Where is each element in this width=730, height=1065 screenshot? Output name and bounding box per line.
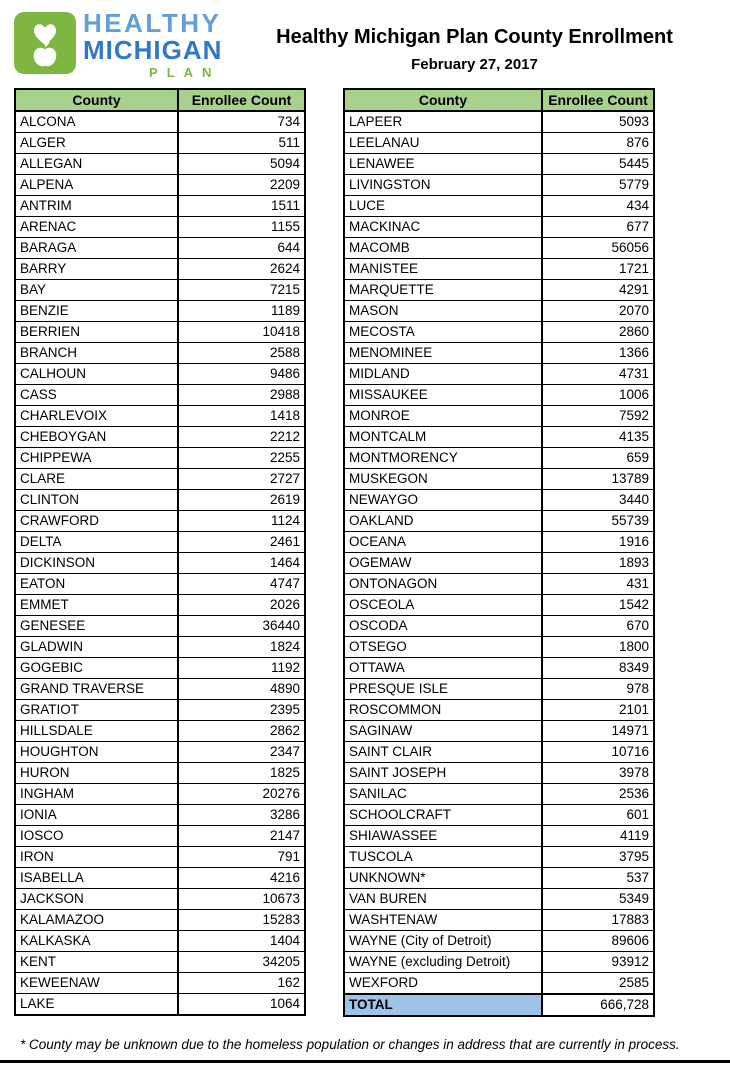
table-row	[15, 385, 305, 406]
table-row	[344, 111, 654, 133]
county-cell: IRON	[15, 847, 178, 868]
county-cell: SHIAWASSEE	[344, 826, 542, 847]
count-cell: 36440	[178, 616, 305, 637]
county-cell: ALLEGAN	[15, 154, 178, 175]
table-row	[15, 994, 305, 1016]
table-row	[344, 511, 654, 532]
count-cell: 4216	[178, 868, 305, 889]
table-row	[15, 553, 305, 574]
count-cell: 2862	[178, 721, 305, 742]
table-row	[15, 259, 305, 280]
table-row	[15, 973, 305, 994]
table-row	[15, 868, 305, 889]
count-cell: 1189	[178, 301, 305, 322]
county-cell: ALGER	[15, 133, 178, 154]
county-cell: KALAMAZOO	[15, 910, 178, 931]
county-cell: GRAND TRAVERSE	[15, 679, 178, 700]
county-table-left	[14, 88, 306, 1016]
table-row	[15, 679, 305, 700]
county-cell: ALPENA	[15, 175, 178, 196]
county-cell: LUCE	[344, 196, 542, 217]
count-cell: 2209	[178, 175, 305, 196]
table-row	[344, 931, 654, 952]
county-cell: GRATIOT	[15, 700, 178, 721]
table-row	[344, 238, 654, 259]
count-cell: 734	[178, 111, 305, 133]
county-cell: CLARE	[15, 469, 178, 490]
count-cell: 10673	[178, 889, 305, 910]
table-row	[15, 910, 305, 931]
county-cell: UNKNOWN*	[344, 868, 542, 889]
table-row	[15, 343, 305, 364]
county-cell: PRESQUE ISLE	[344, 679, 542, 700]
count-cell: 1006	[542, 385, 654, 406]
count-cell: 644	[178, 238, 305, 259]
county-cell: SAINT JOSEPH	[344, 763, 542, 784]
county-cell: MISSAUKEE	[344, 385, 542, 406]
table-row	[344, 301, 654, 322]
county-cell: CRAWFORD	[15, 511, 178, 532]
table-row	[15, 721, 305, 742]
county-cell: WEXFORD	[344, 973, 542, 995]
table-row	[15, 490, 305, 511]
table-row	[15, 889, 305, 910]
table-row	[15, 847, 305, 868]
county-cell: BERRIEN	[15, 322, 178, 343]
county-cell: TUSCOLA	[344, 847, 542, 868]
county-cell: MONTCALM	[344, 427, 542, 448]
table-row	[15, 448, 305, 469]
county-cell: WAYNE (City of Detroit)	[344, 931, 542, 952]
table-row	[15, 469, 305, 490]
table-row	[344, 154, 654, 175]
table-row	[344, 532, 654, 553]
county-cell: MECOSTA	[344, 322, 542, 343]
county-cell: ALCONA	[15, 111, 178, 133]
heart-apple-icon	[14, 12, 76, 74]
count-cell: 4890	[178, 679, 305, 700]
county-cell: OCEANA	[344, 532, 542, 553]
logo-word-plan: PLAN	[149, 65, 221, 80]
count-cell: 3440	[542, 490, 654, 511]
table-row	[15, 826, 305, 847]
county-cell: GLADWIN	[15, 637, 178, 658]
county-cell: OTSEGO	[344, 637, 542, 658]
county-cell: MIDLAND	[344, 364, 542, 385]
report-header	[0, 0, 730, 86]
table-row	[344, 658, 654, 679]
county-table-right	[343, 88, 655, 1017]
table-header-row	[15, 89, 305, 111]
county-cell: SANILAC	[344, 784, 542, 805]
count-cell: 34205	[178, 952, 305, 973]
logo-wordmark	[83, 10, 222, 79]
count-cell: 1893	[542, 553, 654, 574]
count-cell: 4119	[542, 826, 654, 847]
table-row	[15, 805, 305, 826]
table-row	[15, 238, 305, 259]
count-cell: 4135	[542, 427, 654, 448]
count-cell: 20276	[178, 784, 305, 805]
count-cell: 1825	[178, 763, 305, 784]
table-row	[344, 385, 654, 406]
table-row	[15, 595, 305, 616]
count-cell: 5349	[542, 889, 654, 910]
table-row	[344, 322, 654, 343]
county-cell: ROSCOMMON	[344, 700, 542, 721]
count-cell: 2624	[178, 259, 305, 280]
footnote: * County may be unknown due to the homeless population or changes in address that are currently in process.	[0, 1037, 730, 1063]
table-row	[15, 280, 305, 301]
count-cell: 14971	[542, 721, 654, 742]
tables-container	[14, 88, 730, 1017]
table-row	[15, 196, 305, 217]
county-cell: OSCEOLA	[344, 595, 542, 616]
table-row	[15, 637, 305, 658]
county-cell: HILLSDALE	[15, 721, 178, 742]
count-cell: 2255	[178, 448, 305, 469]
count-cell: 1155	[178, 217, 305, 238]
count-cell: 2536	[542, 784, 654, 805]
county-cell: BAY	[15, 280, 178, 301]
table-row	[344, 889, 654, 910]
count-cell: 2588	[178, 343, 305, 364]
county-cell: LAKE	[15, 994, 178, 1016]
table-row	[15, 175, 305, 196]
table-row	[15, 532, 305, 553]
count-column-header: Enrollee Count	[178, 89, 305, 111]
table-row	[15, 742, 305, 763]
count-cell: 670	[542, 616, 654, 637]
count-cell: 2347	[178, 742, 305, 763]
county-cell: LAPEER	[344, 111, 542, 133]
county-cell: IONIA	[15, 805, 178, 826]
total-label-cell: TOTAL	[344, 994, 542, 1016]
county-cell: HURON	[15, 763, 178, 784]
table-row	[344, 133, 654, 154]
page-title: Healthy Michigan Plan County Enrollment	[276, 26, 673, 48]
table-row	[344, 826, 654, 847]
county-cell: BARRY	[15, 259, 178, 280]
county-cell: DICKINSON	[15, 553, 178, 574]
table-row	[344, 196, 654, 217]
count-cell: 978	[542, 679, 654, 700]
logo-word-healthy: HEALTHY	[83, 8, 222, 38]
county-cell: MONROE	[344, 406, 542, 427]
count-cell: 2395	[178, 700, 305, 721]
table-row	[344, 952, 654, 973]
table-row	[344, 763, 654, 784]
count-cell: 791	[178, 847, 305, 868]
county-cell: HOUGHTON	[15, 742, 178, 763]
county-cell: BARAGA	[15, 238, 178, 259]
county-cell: CHARLEVOIX	[15, 406, 178, 427]
county-cell: OGEMAW	[344, 553, 542, 574]
count-cell: 2026	[178, 595, 305, 616]
county-cell: KEWEENAW	[15, 973, 178, 994]
county-cell: CHEBOYGAN	[15, 427, 178, 448]
county-cell: NEWAYGO	[344, 490, 542, 511]
table-row	[344, 553, 654, 574]
count-cell: 1404	[178, 931, 305, 952]
county-cell: MONTMORENCY	[344, 448, 542, 469]
count-cell: 1192	[178, 658, 305, 679]
county-cell: CALHOUN	[15, 364, 178, 385]
count-cell: 4291	[542, 280, 654, 301]
county-cell: LIVINGSTON	[344, 175, 542, 196]
count-cell: 1824	[178, 637, 305, 658]
table-row	[344, 637, 654, 658]
count-cell: 89606	[542, 931, 654, 952]
county-cell: CLINTON	[15, 490, 178, 511]
table-row	[344, 700, 654, 721]
count-cell: 162	[178, 973, 305, 994]
count-cell: 4731	[542, 364, 654, 385]
count-cell: 1511	[178, 196, 305, 217]
county-cell: MENOMINEE	[344, 343, 542, 364]
count-cell: 2619	[178, 490, 305, 511]
county-cell: MACOMB	[344, 238, 542, 259]
county-cell: OTTAWA	[344, 658, 542, 679]
table-row	[15, 616, 305, 637]
county-cell: ANTRIM	[15, 196, 178, 217]
table-row	[344, 784, 654, 805]
county-cell: INGHAM	[15, 784, 178, 805]
county-cell: CASS	[15, 385, 178, 406]
count-cell: 2988	[178, 385, 305, 406]
count-column-header: Enrollee Count	[542, 89, 654, 111]
table-row	[15, 111, 305, 133]
table-row	[15, 574, 305, 595]
table-row	[344, 574, 654, 595]
count-cell: 17883	[542, 910, 654, 931]
table-row	[344, 868, 654, 889]
table-row	[344, 847, 654, 868]
title-block	[239, 10, 710, 73]
count-cell: 5779	[542, 175, 654, 196]
table-row	[344, 280, 654, 301]
county-cell: SCHOOLCRAFT	[344, 805, 542, 826]
total-row	[344, 994, 654, 1016]
county-cell: MANISTEE	[344, 259, 542, 280]
table-row	[344, 343, 654, 364]
county-cell: IOSCO	[15, 826, 178, 847]
count-cell: 434	[542, 196, 654, 217]
table-row	[15, 427, 305, 448]
county-cell: OSCODA	[344, 616, 542, 637]
table-row	[15, 133, 305, 154]
count-cell: 56056	[542, 238, 654, 259]
table-row	[15, 301, 305, 322]
count-cell: 13789	[542, 469, 654, 490]
table-row	[344, 973, 654, 995]
table-row	[15, 784, 305, 805]
county-cell: BRANCH	[15, 343, 178, 364]
table-row	[344, 721, 654, 742]
county-cell: GENESEE	[15, 616, 178, 637]
count-cell: 1721	[542, 259, 654, 280]
county-cell: BENZIE	[15, 301, 178, 322]
count-cell: 93912	[542, 952, 654, 973]
county-cell: WASHTENAW	[344, 910, 542, 931]
table-header-row	[344, 89, 654, 111]
table-row	[15, 154, 305, 175]
table-row	[344, 448, 654, 469]
count-cell: 2860	[542, 322, 654, 343]
table-row	[15, 658, 305, 679]
county-column-header: County	[344, 89, 542, 111]
county-cell: GOGEBIC	[15, 658, 178, 679]
count-cell: 1366	[542, 343, 654, 364]
count-cell: 1464	[178, 553, 305, 574]
count-cell: 1800	[542, 637, 654, 658]
table-row	[15, 322, 305, 343]
county-cell: MACKINAC	[344, 217, 542, 238]
county-cell: ARENAC	[15, 217, 178, 238]
report-date: February 27, 2017	[411, 56, 538, 73]
count-cell: 2070	[542, 301, 654, 322]
count-cell: 1418	[178, 406, 305, 427]
table-row	[15, 406, 305, 427]
count-cell: 431	[542, 574, 654, 595]
count-cell: 10716	[542, 742, 654, 763]
county-cell: LEELANAU	[344, 133, 542, 154]
table-row	[15, 511, 305, 532]
count-cell: 2585	[542, 973, 654, 995]
county-cell: ISABELLA	[15, 868, 178, 889]
count-cell: 876	[542, 133, 654, 154]
count-cell: 537	[542, 868, 654, 889]
county-cell: ONTONAGON	[344, 574, 542, 595]
table-row	[344, 469, 654, 490]
count-cell: 1916	[542, 532, 654, 553]
count-cell: 15283	[178, 910, 305, 931]
table-row	[344, 406, 654, 427]
count-cell: 8349	[542, 658, 654, 679]
count-cell: 7215	[178, 280, 305, 301]
table-row	[15, 700, 305, 721]
county-cell: KALKASKA	[15, 931, 178, 952]
count-cell: 2101	[542, 700, 654, 721]
county-cell: MASON	[344, 301, 542, 322]
healthy-michigan-logo	[14, 10, 239, 79]
count-cell: 2727	[178, 469, 305, 490]
table-row	[15, 931, 305, 952]
county-cell: VAN BUREN	[344, 889, 542, 910]
count-cell: 601	[542, 805, 654, 826]
county-cell: KENT	[15, 952, 178, 973]
county-cell: MUSKEGON	[344, 469, 542, 490]
count-cell: 7592	[542, 406, 654, 427]
table-row	[344, 490, 654, 511]
count-cell: 3978	[542, 763, 654, 784]
table-row	[344, 616, 654, 637]
count-cell: 677	[542, 217, 654, 238]
county-cell: EMMET	[15, 595, 178, 616]
table-row	[344, 364, 654, 385]
table-row	[344, 742, 654, 763]
total-count-cell: 666,728	[542, 994, 654, 1016]
count-cell: 3286	[178, 805, 305, 826]
count-cell: 9486	[178, 364, 305, 385]
count-cell: 511	[178, 133, 305, 154]
count-cell: 10418	[178, 322, 305, 343]
table-row	[344, 175, 654, 196]
count-cell: 2212	[178, 427, 305, 448]
logo-word-michigan: MICHIGAN	[83, 35, 223, 65]
county-cell: LENAWEE	[344, 154, 542, 175]
count-cell: 55739	[542, 511, 654, 532]
table-row	[15, 952, 305, 973]
count-cell: 5094	[178, 154, 305, 175]
county-cell: OAKLAND	[344, 511, 542, 532]
count-cell: 1064	[178, 994, 305, 1016]
count-cell: 659	[542, 448, 654, 469]
count-cell: 4747	[178, 574, 305, 595]
count-cell: 1124	[178, 511, 305, 532]
county-cell: SAINT CLAIR	[344, 742, 542, 763]
county-cell: CHIPPEWA	[15, 448, 178, 469]
table-row	[344, 679, 654, 700]
count-cell: 2147	[178, 826, 305, 847]
count-cell: 5093	[542, 111, 654, 133]
count-cell: 1542	[542, 595, 654, 616]
count-cell: 5445	[542, 154, 654, 175]
count-cell: 3795	[542, 847, 654, 868]
county-cell: DELTA	[15, 532, 178, 553]
table-row	[344, 217, 654, 238]
table-row	[15, 763, 305, 784]
table-row	[15, 217, 305, 238]
county-cell: SAGINAW	[344, 721, 542, 742]
table-row	[344, 910, 654, 931]
table-row	[344, 259, 654, 280]
county-cell: MARQUETTE	[344, 280, 542, 301]
table-row	[344, 595, 654, 616]
county-cell: WAYNE (excluding Detroit)	[344, 952, 542, 973]
county-cell: EATON	[15, 574, 178, 595]
table-row	[344, 427, 654, 448]
county-cell: JACKSON	[15, 889, 178, 910]
table-row	[344, 805, 654, 826]
count-cell: 2461	[178, 532, 305, 553]
county-column-header: County	[15, 89, 178, 111]
table-row	[15, 364, 305, 385]
